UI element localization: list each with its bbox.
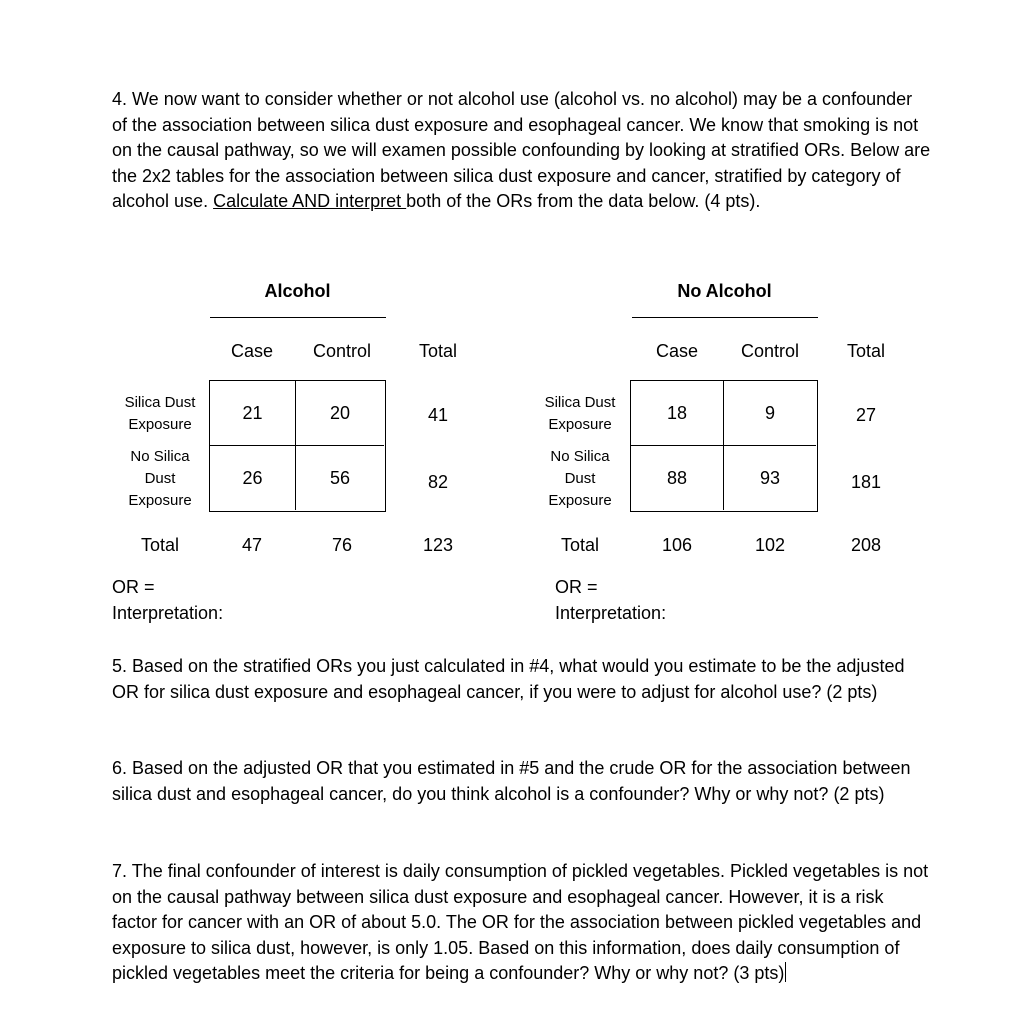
text-cursor (785, 962, 786, 982)
cell-exposed-control: 9 (724, 381, 816, 446)
row-label-line: Exposure (548, 416, 612, 433)
col-header-total: Total (846, 341, 886, 361)
table-title: No Alcohol (677, 281, 772, 301)
title-rule (632, 317, 818, 318)
cell-unexposed-control: 93 (759, 467, 781, 488)
row-label-unexposed (530, 446, 630, 512)
row-label-unexposed (110, 446, 210, 512)
question-7 (112, 859, 932, 987)
row-label-line: Silica Dust (544, 394, 616, 411)
total-row-label: Total (560, 535, 600, 555)
total-case: 106 (661, 535, 693, 555)
cell-unexposed-case: 88 (631, 446, 724, 510)
table-title: Alcohol (264, 281, 331, 301)
col-header-control: Control (312, 341, 372, 361)
col-header-case: Case (230, 341, 274, 361)
total-case: 47 (241, 535, 263, 555)
col-header-control: Control (740, 341, 800, 361)
row-label-line: Exposure (128, 416, 192, 433)
cell-unexposed-case: 26 (210, 446, 296, 510)
q4-underlined-instruction: Calculate AND interpret (213, 191, 407, 211)
question-5: 5. Based on the stratified ORs you just calculated in #4, what would you estimate to be the adjusted OR for silica dust exposure and esophageal cancer, if you were to adjust for alcohol use? (2 pts) (112, 656, 905, 702)
row-label-line: Silica Dust (124, 394, 196, 411)
question-4 (112, 87, 932, 215)
row-label-line: Dust (564, 470, 596, 487)
total-row-label: Total (140, 535, 180, 555)
two-by-two-grid (630, 380, 818, 512)
row-label-exposed (530, 392, 630, 436)
row-total-unexposed: 82 (427, 472, 449, 492)
col-header-total: Total (418, 341, 458, 361)
question-6: 6. Based on the adjusted OR that you estimated in #5 and the crude OR for the association between silica dust and esophageal cancer, do you think alcohol is a confounder? Why or why not? (2 pts) (112, 758, 911, 804)
cell-exposed-case: 18 (631, 381, 724, 446)
row-total-exposed: 27 (855, 405, 877, 425)
total-control: 76 (331, 535, 353, 555)
title-rule (210, 317, 386, 318)
or-label: OR = (555, 577, 598, 597)
row-label-exposed (110, 392, 210, 436)
row-label-line: Exposure (128, 492, 192, 509)
total-control: 102 (754, 535, 786, 555)
q4-text-end: both of the ORs from the data below. (4 pts). (406, 191, 761, 211)
q4-text: 4. We now want to consider whether or not alcohol use (alcohol vs. no alcohol) may be a confounder of the association between silica dust exposure and esophageal cancer. We know that smoking is not on the causal pathway, so we will examen possible confounding by looking at stratified ORs. Below are the 2x2 tables for the association between silica dust exposure and cancer, stratified by category of alcohol use. (112, 89, 931, 211)
row-label-line: Exposure (548, 492, 612, 509)
row-label-line: No Silica (130, 448, 190, 465)
row-label-line: Dust (144, 470, 176, 487)
row-total-unexposed: 181 (850, 472, 882, 492)
interpretation-label: Interpretation: (112, 603, 224, 623)
interpretation-label: Interpretation: (555, 603, 667, 623)
two-by-two-grid (209, 380, 386, 512)
cell-unexposed-control: 56 (329, 467, 351, 488)
grand-total: 123 (422, 535, 454, 555)
row-label-line: No Silica (550, 448, 610, 465)
col-header-case: Case (655, 341, 699, 361)
cell-exposed-case: 21 (210, 381, 296, 446)
row-total-exposed: 41 (427, 405, 449, 425)
or-label: OR = (112, 577, 155, 597)
cell-exposed-control: 20 (296, 381, 384, 446)
grand-total: 208 (850, 535, 882, 555)
q7-text: 7. The final confounder of interest is daily consumption of pickled vegetables. Pickled vegetables is not on the causal pathway between silica dust exposure and esophageal cancer. However, it is a risk factor for cancer with an OR of about 5.0. The OR for the association between pickled vegetables and exposure to silica dust, however, is only 1.05. Based on this information, does daily consumption of pickled vegetables meet the criteria for being a confounder? Why or why not? (3 pts) (112, 861, 929, 983)
